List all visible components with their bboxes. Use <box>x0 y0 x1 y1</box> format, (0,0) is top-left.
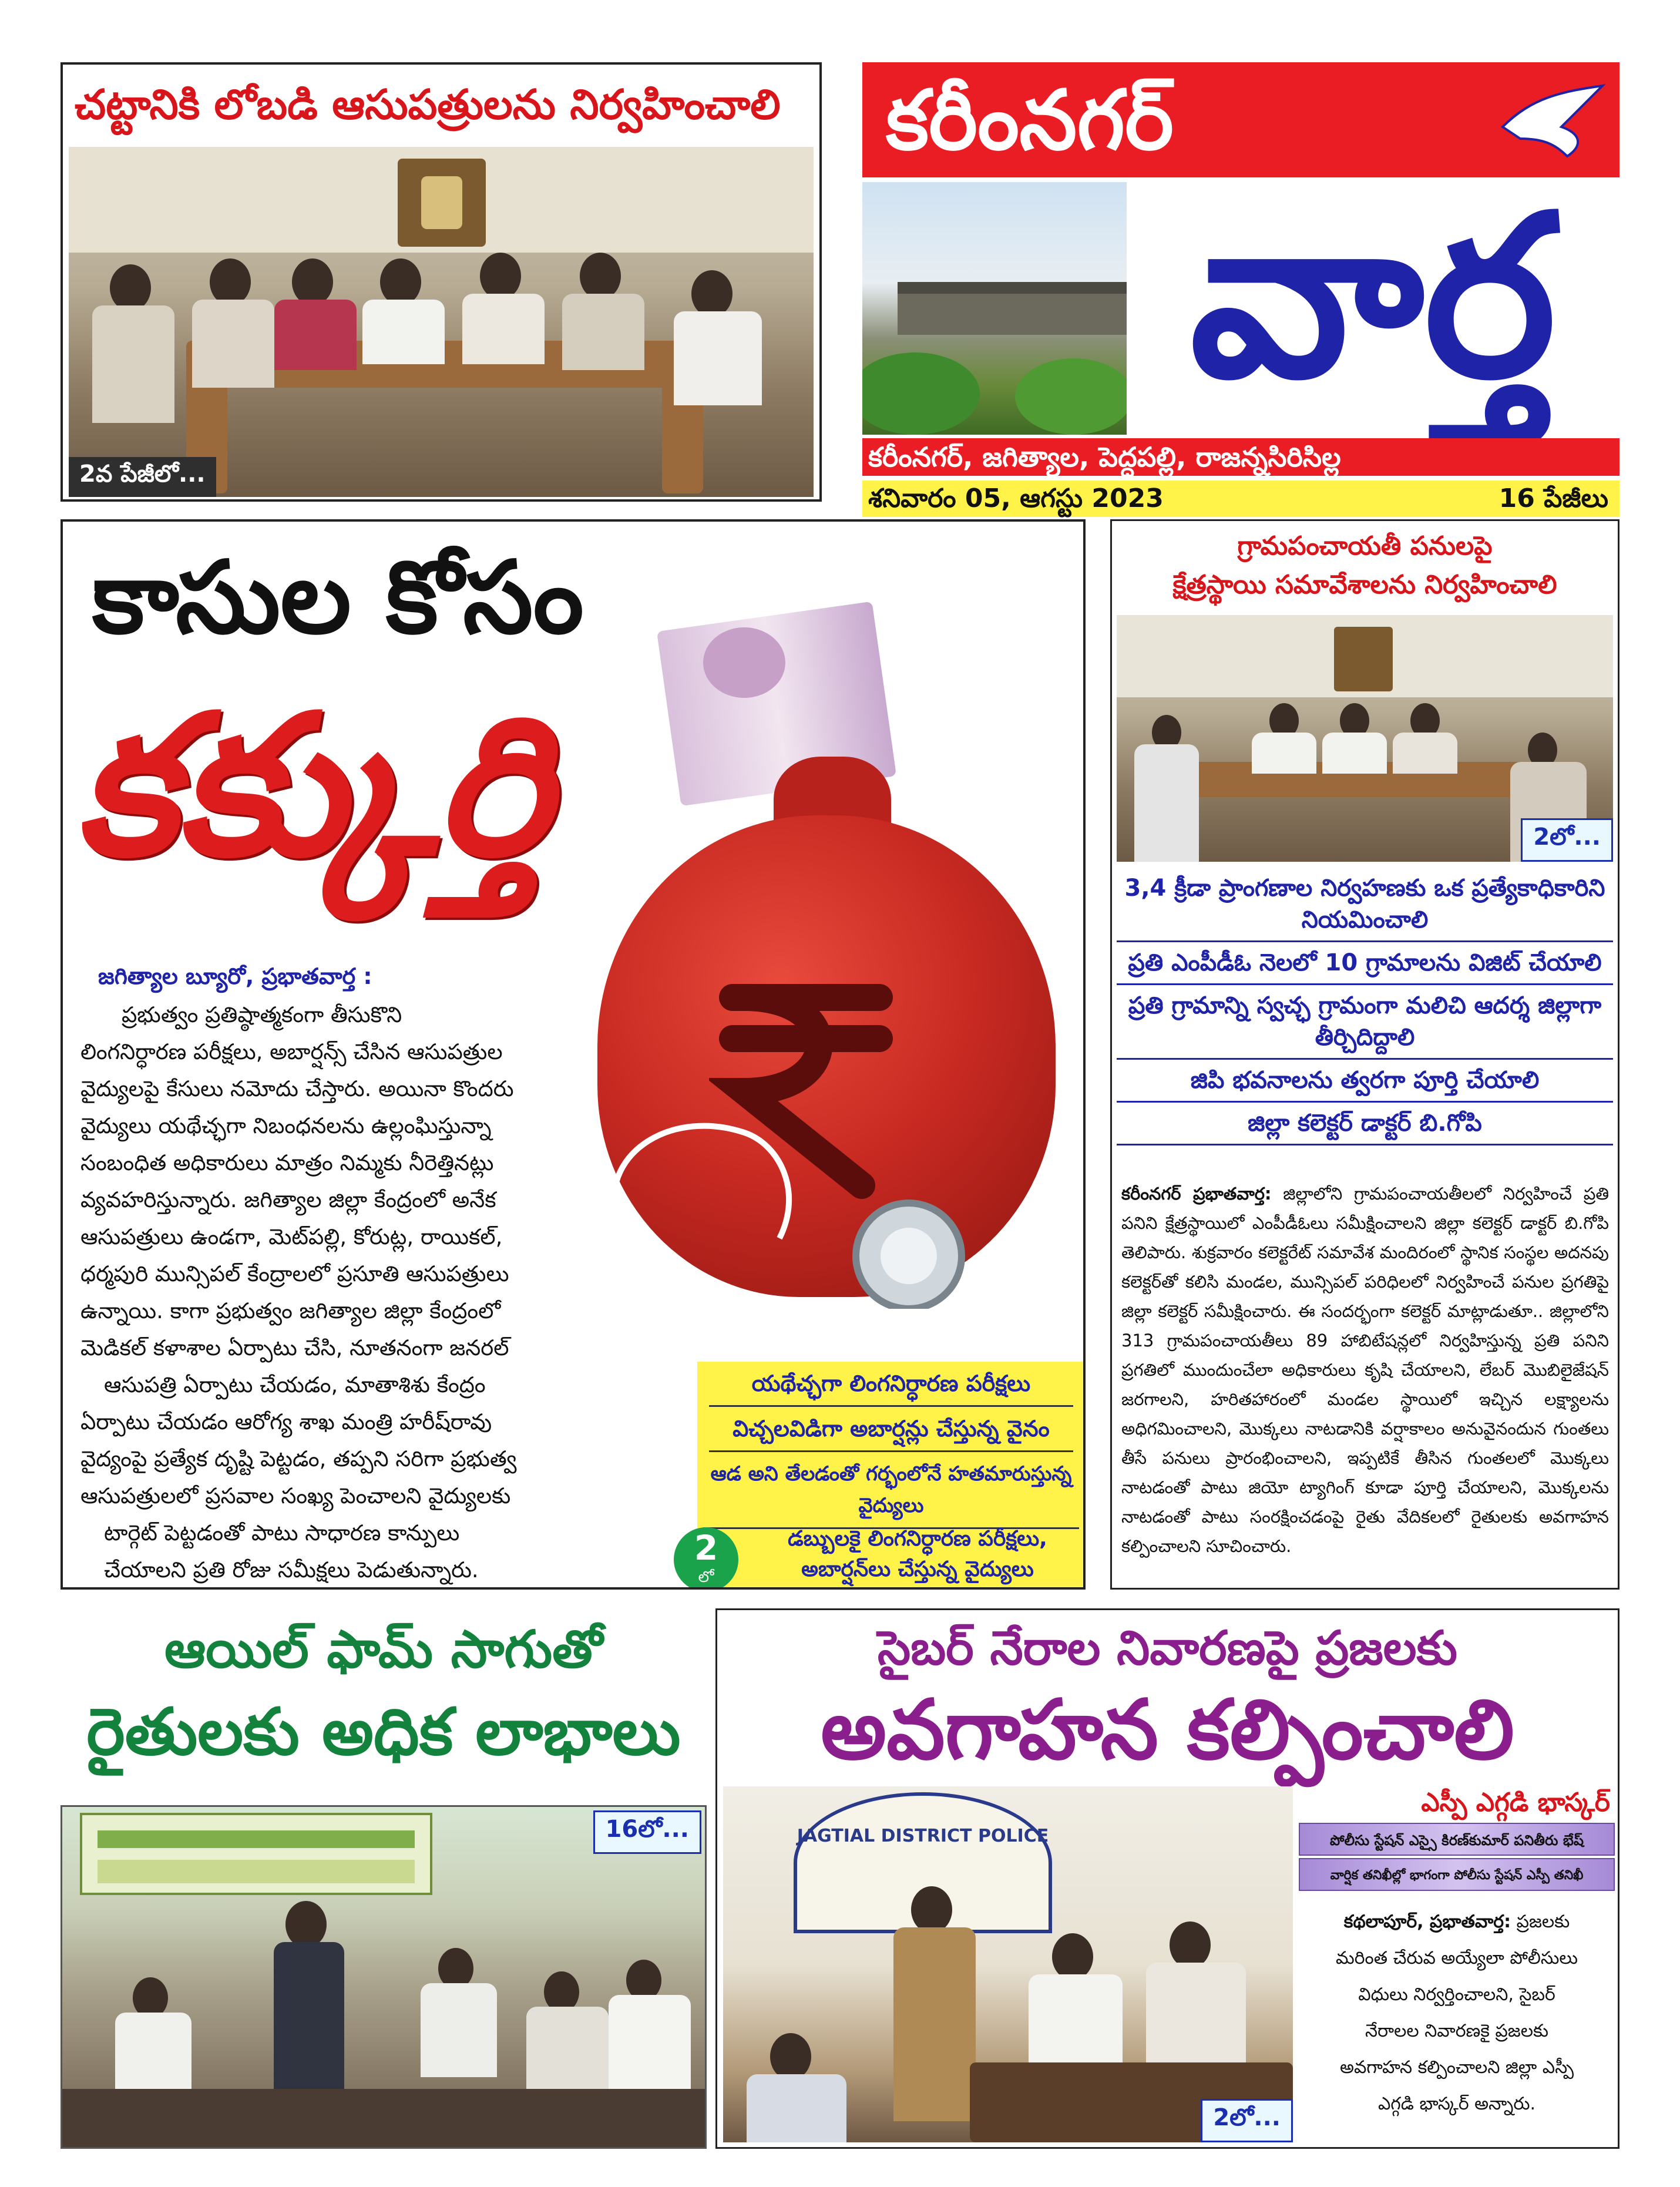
cyber-note-2: వార్షిక తనిఖీల్లో భాగంగా పోలీసు స్టేషన్ ఎస్పీ తనిఖీ <box>1299 1858 1615 1891</box>
jump-badge[interactable] <box>674 1527 738 1590</box>
lead-line: ఏర్పాటు చేయడం ఆరోగ్య శాఖ మంత్రి హరీష్‌రావు <box>80 1409 492 1435</box>
cyber-line: నేరాలల నివారణకై ప్రజలకు <box>1365 2021 1549 2041</box>
top-story-photo[interactable] <box>69 147 814 497</box>
right-story-text: జిల్లాలోని గ్రామపంచాయతీలలో నిర్వహించే ప్రతి పనిని క్షేత్రస్థాయిలో ఎంపీడీఓలు సమీక్షించాలని జిల్లా కలెక్టర్ డాక్టర్ బి.గోపి తెలిపారు. శుక్రవారం కలెక్టరేట్ సమావేశ మందిరంలో స్థానిక సంస్థల అదనపు కలెక్టర్‌తో కలిసి మండల, మున్సిపల్ పరిధిలలో నిర్వహించే పనుల ప్రగతిపై జిల్లా కలెక్టర్ సమీక్షించారు. ఈ సందర్భంగా కలెక్టర్ మాట్లాడుతూ.. జిల్లాలోని 313 గ్రామపంచాయతీలు 89 హాబిటేషన్లలో నిర్వహిస్తున్న ప్రతి పనిని ప్రగతిలో ముందుంచేలా అధికారులు కృషి చేయాలని, లేబర్ మొబిలైజేషన్ జరగాలని, హరితహారంలో మండల స్థాయిలో ఇచ్చిన లక్ష్యాలను అధిగమించాలని, మొక్కలు నాటడానికి వర్షాకాలం అనువైనందున గుంతలు తీసే పనులు ప్రారంభించాలని, ఇప్పటికే తీసిన గుంతలలో మొక్కలు నాటడంతో పాటు జియో ట్యాగింగ్ కూడా పూర్తి చేయాలని, మొక్కలను నాటడంతో పాటు సంరక్షించడంపై రైతు వేదికలలో రైతులకు అవగాహన కల్పించాలని సూచించారు. <box>1121 1184 1609 1556</box>
lead-line: టార్గెట్ పెట్టడంతో పాటు సాధారణ కాన్పులు <box>104 1520 460 1546</box>
highlight-1: యథేచ్ఛగా లింగనిర్ధారణ పరీక్షలు <box>709 1362 1073 1407</box>
subhead-4: జిపి భవనాలను త్వరగా పూర్తి చేయాలి <box>1117 1060 1613 1103</box>
cyber-headline-2: అవగాహన కల్పించాలి <box>821 1682 1514 1778</box>
lead-story-box <box>61 519 1086 1590</box>
lead-line: ప్రభుత్వం ప్రతిష్ఠాత్మకంగా తీసుకొని <box>122 1002 402 1027</box>
highlight-4-line-1: డబ్బులకై లింగనిర్ధారణ పరీక్షలు, <box>788 1527 1047 1551</box>
lead-line: వ్యవహరిస్తున్నారు. జగిత్యాల జిల్లా కేంద్రంలో అనేక <box>80 1187 496 1212</box>
cyber-tag[interactable]: 2లో... <box>1201 2099 1293 2142</box>
cyber-line: విధులు నిర్వర్తించాలని, సైబర్ <box>1358 1984 1555 2005</box>
masthead-dam-photo <box>862 182 1127 435</box>
right-story-subheads <box>1117 868 1613 1145</box>
masthead-districts: కరీంనగర్, జగిత్యాల, పెద్దపల్లి, రాజన్నసిరిసిల్ల <box>868 441 1341 473</box>
lead-line: చేయాలని ప్రతి రోజు సమీక్షలు పెడుతున్నారు. <box>104 1557 479 1583</box>
jump-number: 2 <box>694 1528 718 1568</box>
lead-line: సంబంధిత అధికారులు మాత్రం నిమ్మకు నీరెత్తినట్లు <box>80 1150 494 1175</box>
cyber-line: అవగాహన కల్పించాలని జిల్లా ఎస్పీ <box>1339 2057 1574 2078</box>
highlight-3: ఆడ అని తేలడంతో గర్భంలోనే హతమారుస్తున్న వైద్యులు <box>703 1452 1079 1529</box>
cyber-dateline: కథలాపూర్, ప్రభాతవార్త: <box>1343 1911 1511 1932</box>
masthead-title-main: వార్త <box>1190 167 1557 427</box>
lead-story-kicker: కాసుల కోసం <box>92 540 584 656</box>
lead-line: వైద్యులు యథేచ్ఛగా నిబంధనలను ఉల్లంఘిస్తున్నా <box>80 1113 492 1138</box>
cyber-note-1: పోలీసు స్టేషన్ ఎస్సై కిరణ్‌కుమార్ పనితీరు భేష్ <box>1299 1823 1615 1856</box>
cyber-photo-sign: JAGTIAL DISTRICT POLICE <box>797 1826 1049 1846</box>
lead-story-dateline: జగిత్యాల బ్యూరో, ప్రభాతవార్త : <box>98 963 372 989</box>
top-story-headline: చట్టానికి లోబడి ఆసుపత్రులను నిర్వహించాలి <box>75 80 781 129</box>
lead-story-body <box>80 996 691 1584</box>
subhead-2: ప్రతి ఎంపీడీఓ నెలలో 10 గ్రామాలను విజిట్ చేయాలి <box>1117 942 1613 985</box>
masthead-date: శనివారం 05, ఆగస్టు 2023 <box>868 483 1164 513</box>
palm-headline-2: రైతులకు అధిక లాభాలు <box>86 1694 681 1769</box>
cyber-line: ప్రజలకు <box>1516 1911 1570 1932</box>
right-story-photo[interactable] <box>1117 615 1613 862</box>
masthead-pages: 16 పేజీలు <box>1498 483 1608 513</box>
right-story-headline-1: గ్రామపంచాయతీ పనులపై <box>1237 531 1493 561</box>
jump-suffix: లో <box>698 1568 714 1586</box>
top-story-box <box>61 62 822 502</box>
highlight-4-line-2: అబార్షన్‌లు చేస్తున్న వైద్యులు <box>801 1557 1034 1581</box>
cyber-body <box>1301 1904 1612 2139</box>
top-story-tag[interactable]: 2వ పేజీలో... <box>69 457 216 497</box>
highlight-2: విచ్చలవిడిగా అబార్షన్లు చేస్తున్న వైనం <box>709 1407 1073 1452</box>
right-story-tag[interactable]: 2లో... <box>1521 818 1613 862</box>
right-story-dateline: కరీంనగర్ ప్రభాతవార్త: <box>1121 1184 1272 1204</box>
cyber-line: ఎగ్గడి భాస్కర్ అన్నారు. <box>1377 2094 1536 2114</box>
highlight-4 <box>756 1524 1079 1585</box>
lead-line: ఉన్నాయి. కాగా ప్రభుత్వం జగిత్యాల జిల్లా కేంద్రంలో <box>80 1298 501 1323</box>
lead-highlights <box>694 1362 1085 1590</box>
lead-line: ఆసుపత్రులు ఉండగా, మెట్‌పల్లి, కోరుట్ల, రాయికల్, <box>80 1224 503 1249</box>
lead-line: వైద్యులపై కేసులు నమోదు చేస్తారు. అయినా కొందరు <box>80 1076 514 1101</box>
lead-line: ధర్మపురి మున్సిపల్ కేంద్రాలలో ప్రసూతి ఆసుపత్రులు <box>80 1261 509 1286</box>
palm-photo[interactable] <box>61 1805 707 2149</box>
lead-line: లింగనిర్ధారణ పరీక్షలు, అబార్షన్స్ చేసిన ఆసుపత్రుల <box>80 1039 503 1064</box>
dove-logo-icon <box>1497 74 1608 168</box>
cyber-story-box <box>715 1608 1619 2149</box>
cyber-byline: ఎస్పీ ఎగ్గడి భాస్కర్ <box>1421 1788 1610 1818</box>
cyber-photo[interactable] <box>723 1786 1293 2142</box>
lead-line: ఆసుపత్రి ఏర్పాటు చేయడం, మాతాశిశు కేంద్రం <box>104 1372 486 1397</box>
right-story-box <box>1110 519 1619 1590</box>
palm-headline-1: ఆయిల్ ఫామ్ సాగుతో <box>164 1619 603 1679</box>
subhead-3: ప్రతి గ్రామాన్ని స్వచ్ఛ గ్రామంగా మలిచి ఆదర్శ జిల్లాగా తీర్చిదిద్దాలి <box>1117 985 1613 1060</box>
right-story-body <box>1121 1179 1609 1584</box>
cyber-headline-1: సైబర్ నేరాల నివారణపై ప్రజలకు <box>878 1621 1457 1675</box>
lead-line: ఆసుపత్రులలో ప్రసవాల సంఖ్య పెంచాలని వైద్యులకు <box>80 1483 511 1509</box>
lead-line: మెడికల్ కళాశాల ఏర్పాటు చేసి, నూతనంగా జనరల్ <box>80 1335 509 1360</box>
palm-tag[interactable]: 16లో... <box>593 1810 701 1854</box>
palm-story <box>61 1608 707 2149</box>
lead-story-headline: కక్కుర్తి <box>75 673 550 899</box>
subhead-1: 3,4 క్రీడా ప్రాంగణాల నిర్వహణకు ఒక ప్రత్యేకాధికారిని నియమించాలి <box>1117 868 1613 942</box>
subhead-5: జిల్లా కలెక్టర్ డాక్టర్ బి.గోపి <box>1117 1103 1613 1145</box>
lead-line: వైద్యంపై ప్రత్యేక దృష్టి పెట్టడం, తప్పని సరిగా ప్రభుత్వ <box>80 1446 517 1472</box>
cyber-line: మరింత చేరువ అయ్యేలా పోలీసులు <box>1335 1948 1578 1968</box>
masthead <box>862 62 1619 513</box>
masthead-title-top: కరీంనగర్ <box>886 73 1174 169</box>
right-story-headline-2: క్షేత్రస్థాయి సమావేశాలను నిర్వహించాలి <box>1172 570 1557 600</box>
